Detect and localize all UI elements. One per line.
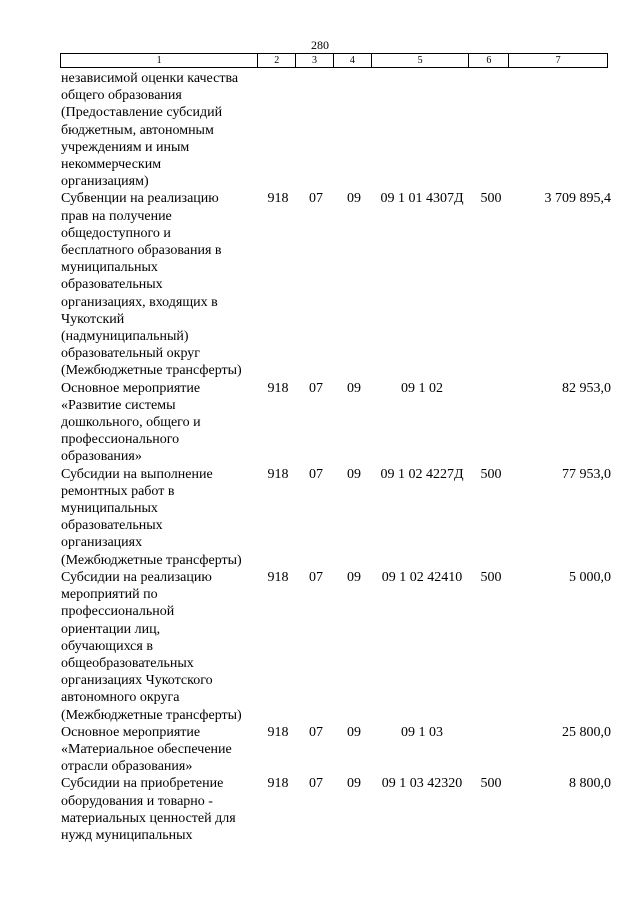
description-line: (Межбюджетные трансферты) xyxy=(61,707,242,723)
table-row xyxy=(61,724,611,776)
section-code: 07 xyxy=(309,466,323,482)
page-number: 280 xyxy=(311,38,329,52)
row-description xyxy=(61,70,259,190)
description-line: (Предоставление субсидий xyxy=(61,105,223,121)
target-article: 09 1 01 4307Д xyxy=(380,191,464,207)
row-description xyxy=(61,569,259,724)
description-line: образовательный округ xyxy=(61,346,201,362)
header-col-5: 5 xyxy=(372,54,470,67)
admin-code xyxy=(259,70,297,190)
description-line: некоммерческим xyxy=(61,157,162,173)
admin-code: 918 xyxy=(267,724,289,740)
target-article: 09 1 02 xyxy=(401,380,443,396)
description-line: материальных ценностей для xyxy=(61,810,236,826)
subsection-code: 09 xyxy=(347,191,361,207)
table-header xyxy=(60,53,608,68)
amount: 77 953,0 xyxy=(562,466,611,482)
target-article: 09 1 02 42410 xyxy=(381,569,463,585)
description-line: (надмуниципальный) xyxy=(61,329,189,345)
expense-type xyxy=(471,380,511,466)
description-line: муниципальных xyxy=(61,260,158,276)
admin-code: 918 xyxy=(267,191,289,207)
description-line: Субсидии на реализацию xyxy=(61,569,212,585)
description-line: отрасли образования» xyxy=(61,759,193,775)
section-code: 07 xyxy=(309,724,323,740)
description-line: Основное мероприятие xyxy=(61,724,201,740)
expense-type: 500 xyxy=(480,569,502,585)
header-col-2: 2 xyxy=(258,54,296,67)
description-line: организациях Чукотского xyxy=(61,673,213,689)
amount: 3 709 895,4 xyxy=(544,191,611,207)
section-code xyxy=(297,70,335,190)
amount: 8 800,0 xyxy=(569,776,611,792)
description-line: мероприятий по xyxy=(61,587,158,603)
table-row xyxy=(61,190,611,379)
table-row xyxy=(61,775,611,844)
description-line: независимой оценки качества xyxy=(61,71,239,86)
description-line: (Межбюджетные трансферты) xyxy=(61,552,242,568)
subsection-code: 09 xyxy=(347,776,361,792)
table-row xyxy=(61,466,611,569)
section-code: 07 xyxy=(309,380,323,396)
description-line: учреждениям и иным xyxy=(61,139,190,155)
description-line: профессиональной xyxy=(61,604,175,620)
description-line: образовательных xyxy=(61,277,163,293)
expense-type: 500 xyxy=(480,466,502,482)
description-line: образования» xyxy=(61,449,142,465)
expense-type: 500 xyxy=(480,191,502,207)
row-description xyxy=(61,775,259,844)
admin-code: 918 xyxy=(267,466,289,482)
description-line: образовательных xyxy=(61,518,163,534)
table-row xyxy=(61,70,611,190)
row-description xyxy=(61,190,259,379)
header-col-4: 4 xyxy=(334,54,372,67)
table-row xyxy=(61,380,611,466)
description-line: «Материальное обеспечение xyxy=(61,741,232,757)
description-line: дошкольного, общего и xyxy=(61,415,201,431)
amount: 5 000,0 xyxy=(569,569,611,585)
amount xyxy=(511,70,611,190)
description-line: (Межбюджетные трансферты) xyxy=(61,363,242,379)
description-line: ремонтных работ в xyxy=(61,483,175,499)
description-line: ориентации лиц, xyxy=(61,621,161,637)
subsection-code: 09 xyxy=(347,569,361,585)
description-line: «Развитие системы xyxy=(61,397,176,413)
description-line: общеобразовательных xyxy=(61,655,194,671)
table-row xyxy=(61,569,611,724)
header-col-6: 6 xyxy=(469,54,509,67)
description-line: автономного округа xyxy=(61,690,180,706)
table-body xyxy=(61,70,611,844)
admin-code: 918 xyxy=(267,776,289,792)
description-line: Чукотский xyxy=(61,311,125,327)
subsection-code: 09 xyxy=(347,466,361,482)
description-line: общего образования xyxy=(61,88,182,104)
description-line: Субсидии на выполнение xyxy=(61,466,213,482)
subsection-code: 09 xyxy=(347,380,361,396)
header-col-7: 7 xyxy=(555,55,561,66)
section-code: 07 xyxy=(309,776,323,792)
target-article: 09 1 02 4227Д xyxy=(380,466,464,482)
description-line: общедоступного и xyxy=(61,225,171,241)
target-article: 09 1 03 42320 xyxy=(381,776,463,792)
row-description xyxy=(61,466,259,569)
target-article: 09 1 03 xyxy=(401,724,443,740)
section-code: 07 xyxy=(309,569,323,585)
target-article xyxy=(373,70,471,190)
description-line: бесплатного образования в xyxy=(61,243,222,259)
description-line: Субвенции на реализацию xyxy=(61,191,219,207)
description-line: оборудования и товарно - xyxy=(61,793,213,809)
section-code: 07 xyxy=(309,191,323,207)
amount: 25 800,0 xyxy=(562,724,611,740)
description-line: Субсидии на приобретение xyxy=(61,776,224,792)
description-line: организациям) xyxy=(61,174,149,190)
description-line: Основное мероприятие xyxy=(61,380,201,396)
admin-code: 918 xyxy=(267,380,289,396)
expense-type xyxy=(471,70,511,190)
header-col-1: 1 xyxy=(61,54,258,67)
row-description xyxy=(61,724,259,776)
subsection-code xyxy=(335,70,373,190)
description-line: нужд муниципальных xyxy=(61,827,193,843)
description-line: бюджетным, автономным xyxy=(61,122,214,138)
row-description xyxy=(61,380,259,466)
expense-type xyxy=(471,724,511,776)
description-line: обучающихся в xyxy=(61,638,153,654)
subsection-code: 09 xyxy=(347,724,361,740)
expense-type: 500 xyxy=(480,776,502,792)
amount: 82 953,0 xyxy=(562,380,611,396)
description-line: муниципальных xyxy=(61,501,158,517)
description-line: прав на получение xyxy=(61,208,172,224)
description-line: организациях xyxy=(61,535,143,551)
description-line: профессионального xyxy=(61,432,180,448)
header-col-3: 3 xyxy=(296,54,334,67)
admin-code: 918 xyxy=(267,569,289,585)
description-line: организациях, входящих в xyxy=(61,294,218,310)
